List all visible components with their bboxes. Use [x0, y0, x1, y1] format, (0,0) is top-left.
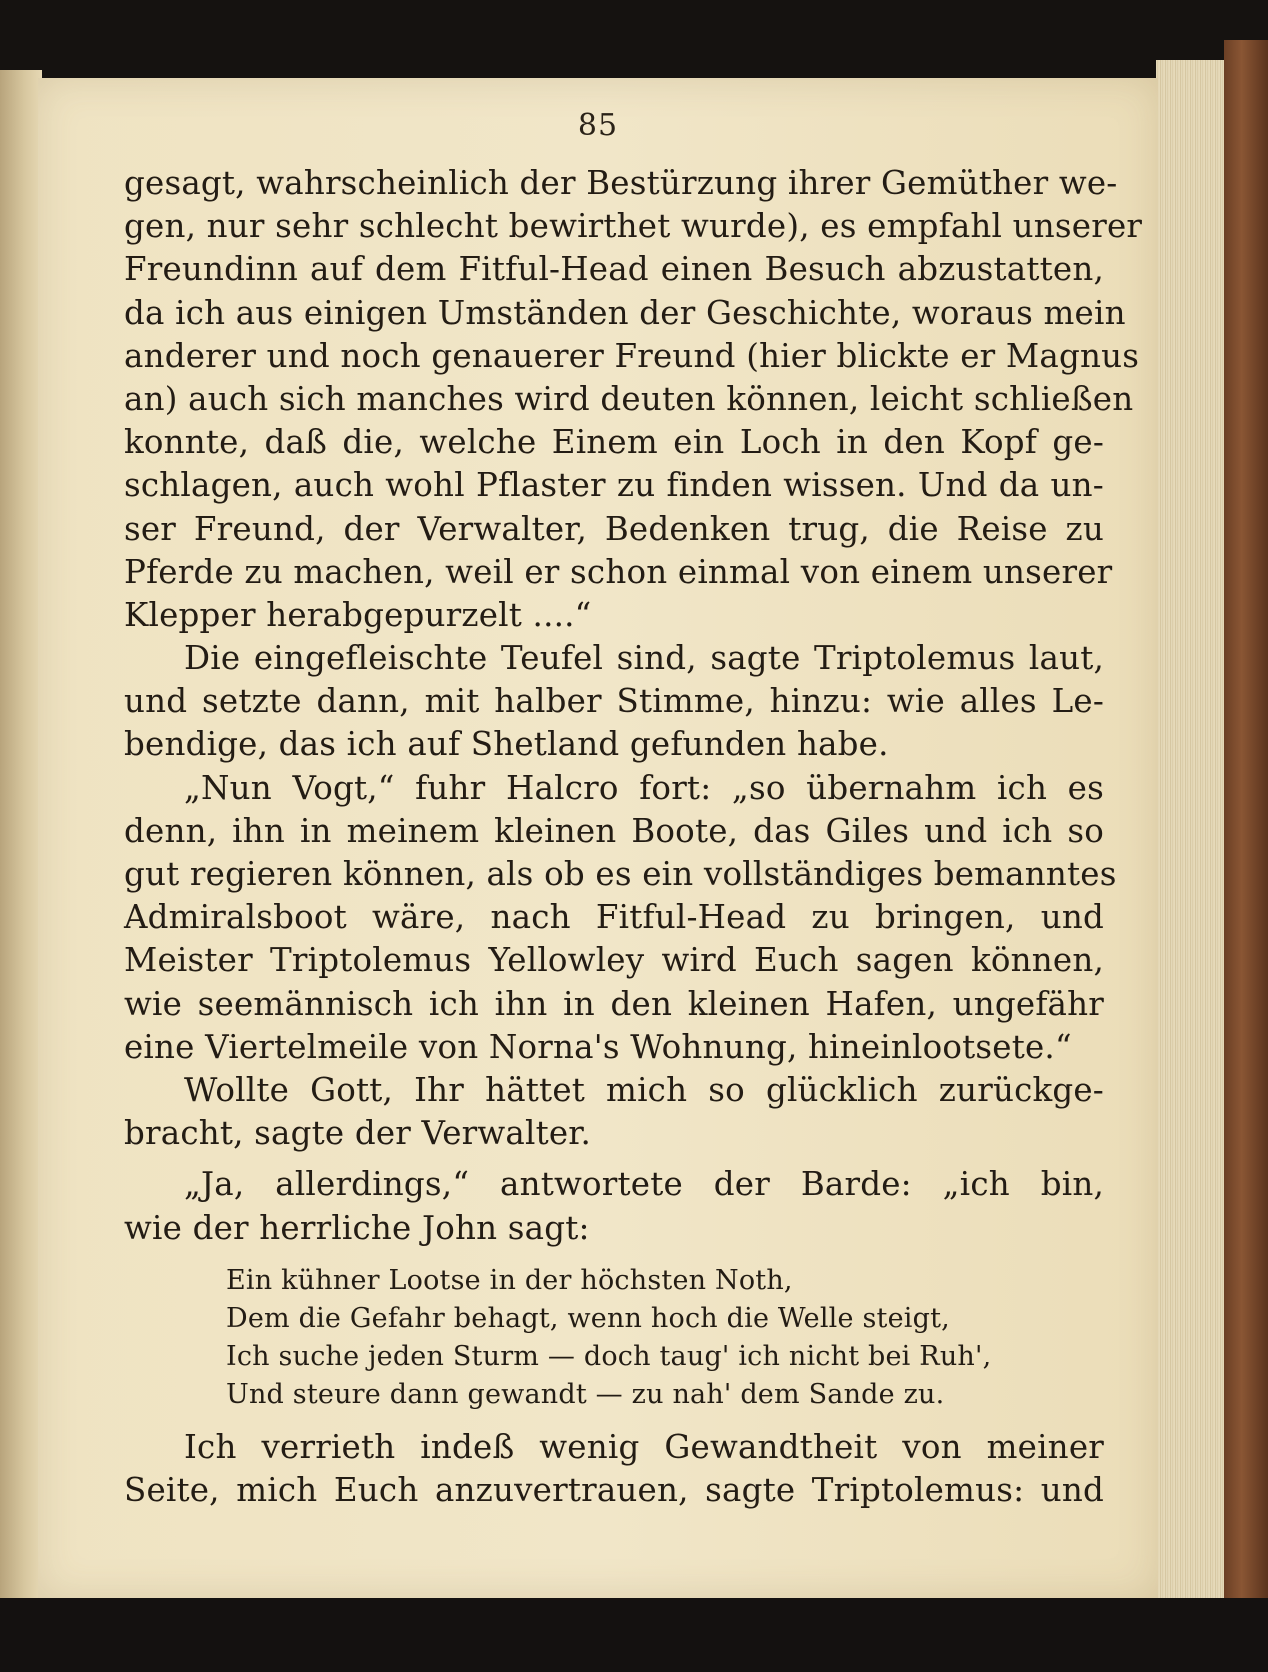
text-line: „Ja, allerdings,“ antwortete der Barde: „ich bin,: [184, 1165, 1104, 1204]
text-line: gut regieren können, als ob es ein vollständiges bemanntes: [124, 855, 1117, 893]
text-line: da ich aus einigen Umständen der Geschichte, woraus mein: [124, 293, 1126, 332]
text-line: schlagen, auch wohl Pflaster zu finden wissen. Und da un-: [124, 466, 1104, 505]
spacer: [124, 1414, 1104, 1426]
verse-quote: [124, 1262, 1104, 1414]
spacer: [124, 1250, 1104, 1262]
verse-line: Ein kühner Lootse in der höchsten Noth,: [226, 1264, 793, 1296]
paragraph-barde: [124, 1163, 1104, 1249]
spacer: [124, 1155, 1104, 1163]
scan-background-top: [0, 0, 1268, 80]
text-line: anderer und noch genauerer Freund (hier blickte er Magnus: [124, 336, 1140, 375]
paragraph-final: [124, 1426, 1104, 1512]
text-line: Die eingefleischte Teufel sind, sagte Triptolemus laut,: [184, 639, 1104, 678]
text-line: Pferde zu machen, weil er schon einmal von einem unserer: [124, 552, 1113, 591]
book-cover-edge: [1224, 40, 1268, 1630]
text-line: und setzte dann, mit halber Stimme, hinzu: wie alles Le-: [124, 682, 1104, 721]
paragraph-halcro: [124, 767, 1117, 1069]
book-page: [38, 78, 1158, 1598]
page-text: [124, 162, 1143, 1512]
text-line: Klepper herabgepurzelt ....“: [124, 595, 592, 634]
verse-line: Dem die Gefahr behagt, wenn hoch die Welle steigt,: [226, 1302, 950, 1334]
text-line: bracht, sagte der Verwalter.: [124, 1114, 591, 1153]
text-line: bendige, das ich auf Shetland gefunden habe.: [124, 725, 889, 764]
text-line: wie seemännisch ich ihn in den kleinen Hafen, ungefähr: [124, 984, 1104, 1023]
verse-line: Und steure dann gewandt — zu nah' dem Sande zu.: [226, 1378, 945, 1410]
text-line: konnte, daß die, welche Einem ein Loch in den Kopf ge-: [124, 423, 1104, 462]
text-line: Ich verrieth indeß wenig Gewandtheit von meiner: [184, 1427, 1104, 1466]
scan-background-bottom: [0, 1598, 1268, 1672]
text-line: eine Viertelmeile von Norna's Wohnung, hineinlootsete.“: [124, 1027, 1072, 1066]
paragraph-triptolemus: [124, 637, 1104, 767]
text-line: denn, ihn in meinem kleinen Boote, das Giles und ich so: [124, 811, 1104, 850]
text-line: ser Freund, der Verwalter, Bedenken trug, die Reise zu: [124, 509, 1104, 548]
text-line: gesagt, wahrscheinlich der Bestürzung ihrer Gemüther we-: [124, 164, 1118, 202]
text-line: „Nun Vogt,“ fuhr Halcro fort: „so übernahm ich es: [184, 768, 1104, 807]
verse-line: Ich suche jeden Sturm — doch taug' ich nicht bei Ruh',: [226, 1340, 992, 1372]
page-number: 85: [577, 108, 619, 143]
paragraph-continuation: [124, 162, 1143, 637]
text-line: Meister Triptolemus Yellowley wird Euch sagen können,: [124, 941, 1104, 980]
page-edges: [1156, 60, 1226, 1615]
text-line: gen, nur sehr schlecht bewirthet wurde), es empfahl unserer: [124, 207, 1143, 246]
text-line: an) auch sich manches wird deuten können, leicht schließen: [124, 379, 1134, 418]
text-line: Admiralsboot wäre, nach Fitful-Head zu bringen, und: [124, 898, 1104, 937]
paragraph-verwalter: [124, 1069, 1104, 1155]
text-line: Wollte Gott, Ihr hättet mich so glücklich zurückge-: [184, 1070, 1104, 1109]
text-line: Freundinn auf dem Fitful-Head einen Besuch abzustatten,: [124, 250, 1104, 289]
text-line: Seite, mich Euch anzuvertrauen, sagte Triptolemus: und: [124, 1470, 1104, 1509]
text-line: wie der herrliche John sagt:: [124, 1208, 590, 1247]
facing-page-edge: [0, 70, 42, 1600]
